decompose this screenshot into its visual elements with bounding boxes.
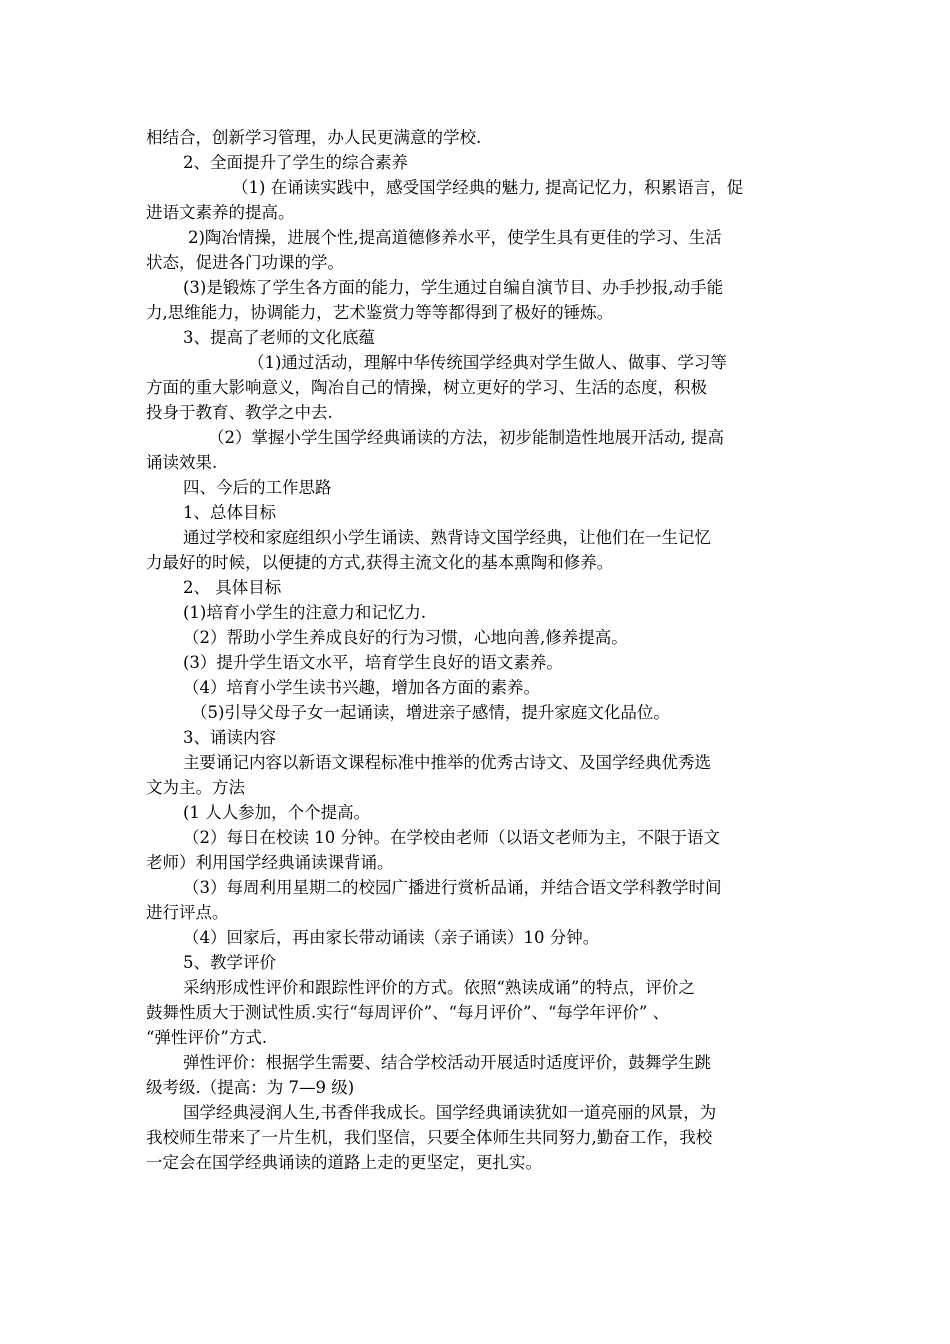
text-line: 投身于教育、教学之中去. xyxy=(146,403,333,422)
text-line: 通过学校和家庭组织小学生诵读、熟背诗文国学经典，让他们在一生记忆 xyxy=(183,528,711,547)
list-item: （3）每周利用星期二的校园广播进行赏析品诵，并结合语文学科教学时间 xyxy=(183,878,722,897)
list-item: （2）每日在校读 10 分钟。在学校由老师（以语文老师为主，不限于语文 xyxy=(183,828,720,847)
text-line: “弹性评价”方式. xyxy=(146,1028,268,1047)
text-line: 方面的重大影响意义，陶冶自己的情操，树立更好的学习、生活的态度，积极 xyxy=(146,378,707,397)
text-line: 国学经典浸润人生,书香伴我成长。国学经典诵读犹如一道亮丽的风景，为 xyxy=(183,1103,717,1122)
section-heading: 四、今后的工作思路 xyxy=(183,478,332,497)
text-line: 进行评点。 xyxy=(146,903,229,922)
text-line: 老师）利用国学经典诵读课背诵。 xyxy=(146,853,394,872)
text-line: 2)陶冶情操，进展个性,提高道德修养水平，使学生具有更佳的学习、生活 xyxy=(188,228,722,247)
text-line: 状态，促进各门功课的学。 xyxy=(146,253,344,272)
text-line: 相结合，创新学习管理，办人民更满意的学校. xyxy=(146,128,482,147)
list-item: (1 人人参加，个个提高。 xyxy=(183,803,371,822)
section-heading: 2、全面提升了学生的综合素养 xyxy=(183,153,408,172)
text-line: 主要诵记内容以新语文课程标准中推举的优秀古诗文、及国学经典优秀选 xyxy=(183,753,711,772)
text-line: 我校师生带来了一片生机，我们坚信，只要全体师生共同努力,勤奋工作，我校 xyxy=(146,1128,713,1147)
text-line: 采纳形成性评价和跟踪性评价的方式。依照“熟读成诵”的特点，评价之 xyxy=(183,978,695,997)
list-item: （4）培育小学生读书兴趣，增加各方面的素养。 xyxy=(183,678,540,697)
document-body xyxy=(146,125,808,1175)
text-line: (3)是锻炼了学生各方面的能力，学生通过自编自演节目、办手抄报,动手能 xyxy=(183,278,724,297)
text-line: （2）掌握小学生国学经典诵读的方法，初步能制造性地展开活动, 提高 xyxy=(208,428,724,447)
section-heading: 3、提高了老师的文化底蕴 xyxy=(183,328,375,347)
list-item: (1)培育小学生的注意力和记忆力. xyxy=(183,603,427,622)
text-line: 级考级.（提高：为 7—9 级) xyxy=(146,1078,355,1097)
list-item: （2）帮助小学生养成良好的行为习惯，心地向善,修养提高。 xyxy=(183,628,628,647)
section-heading: 1、总体目标 xyxy=(183,503,276,522)
section-heading: 2、 具体目标 xyxy=(183,578,282,597)
list-item: (3）提升学生语文水平，培育学生良好的语文素养。 xyxy=(183,653,563,672)
text-line: 力,思维能力，协调能力，艺术鉴赏力等等都得到了极好的锤炼。 xyxy=(146,303,614,322)
section-heading: 5、教学评价 xyxy=(183,953,276,972)
text-line: 一定会在国学经典诵读的道路上走的更坚定，更扎实。 xyxy=(146,1153,542,1172)
text-line: 力最好的时候，以便捷的方式,获得主流文化的基本熏陶和修养。 xyxy=(146,553,614,572)
text-line: 弹性评价：根据学生需要、结合学校活动开展适时适度评价，鼓舞学生跳 xyxy=(183,1053,711,1072)
list-item: （5)引导父母子女一起诵读，增进亲子感情，提升家庭文化品位。 xyxy=(191,703,670,722)
section-heading: 3、诵读内容 xyxy=(183,728,276,747)
list-item: （4）回家后，再由家长带动诵读（亲子诵读）10 分钟。 xyxy=(183,928,600,947)
text-line: 鼓舞性质大于测试性质.实行“每周评价”、“每月评价”、“每学年评价” 、 xyxy=(146,1003,670,1022)
text-line: 诵读效果. xyxy=(146,453,218,472)
text-line: （1)通过活动，理解中华传统国学经典对学生做人、做事、学习等 xyxy=(248,353,727,372)
text-line: 进语文素养的提高。 xyxy=(146,203,295,222)
text-line: 文为主。方法 xyxy=(146,778,245,797)
text-line: （1) 在诵读实践中，感受国学经典的魅力, 提高记忆力，积累语言，促 xyxy=(232,178,744,197)
